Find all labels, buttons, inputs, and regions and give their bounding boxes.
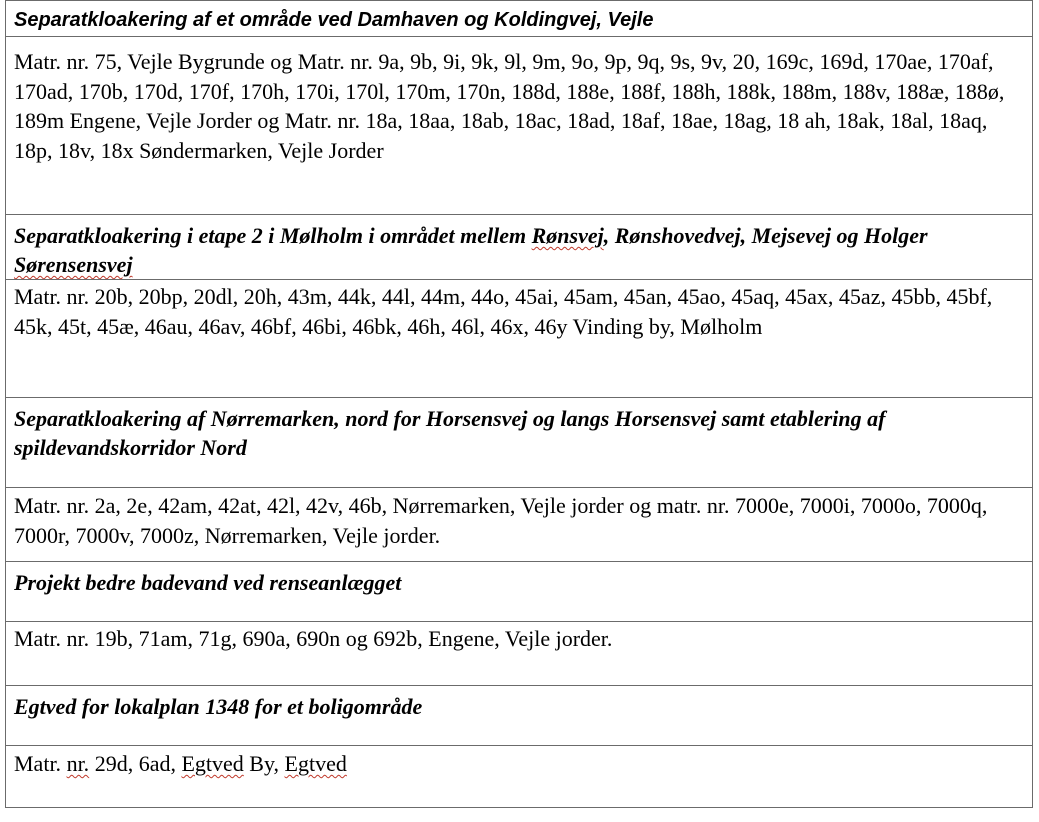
table-row [6, 746, 1033, 808]
text-part: 29d, 6ad, [89, 751, 182, 776]
section-text: Matr. nr. 20b, 20bp, 20dl, 20h, 43m, 44k, 44l, 44m, 44o, 45ai, 45am, 45an, 45ao, 45aq, 45ax, 45az, 45bb, 45bf, 45k, 45t, 45æ, 46au, 46av, 46bf, 46bi, 46bk, 46h, 46l, 46x, 46y Vinding by, Mølholm [6, 280, 1033, 398]
table-row [6, 215, 1033, 280]
table-row [6, 1, 1033, 37]
table-row [6, 37, 1033, 215]
spellcheck-word: Egtved [181, 751, 244, 776]
section-text [6, 746, 1033, 808]
spellcheck-word: Rønsvej [531, 223, 604, 248]
section-title: Egtved for lokalplan 1348 for et boligområde [6, 686, 1033, 746]
section-title: Separatkloakering af Nørremarken, nord for Horsensvej og langs Horsensvej samt etablering af spildevandskorridor Nord [6, 398, 1033, 488]
section-text: Matr. nr. 75, Vejle Bygrunde og Matr. nr. 9a, 9b, 9i, 9k, 9l, 9m, 9o, 9p, 9q, 9s, 9v, 20, 169c, 169d, 170ae, 170af, 170ad, 170b, 170d, 170f, 170h, 170i, 170l, 170m, 170n, 188d, 188e, 188f, 188h, 188k, 188m, 188v, 188æ, 188ø, 189m Engene, Vejle Jorder og Matr. nr. 18a, 18aa, 18ab, 18ac, 18ad, 18af, 18ae, 18ag, 18 ah, 18ak, 18al, 18aq, 18p, 18v, 18x Søndermarken, Vejle Jorder [6, 37, 1033, 215]
section-title [6, 215, 1033, 280]
title-part: , Rønshovedvej, Mejsevej og Holger [603, 223, 928, 248]
table-row [6, 488, 1033, 562]
text-part: By, [243, 751, 285, 776]
spellcheck-word: Egtved [284, 751, 347, 776]
section-title: Projekt bedre badevand ved renseanlægget [6, 562, 1033, 622]
section-text: Matr. nr. 2a, 2e, 42am, 42at, 42l, 42v, 46b, Nørremarken, Vejle jorder og matr. nr. 7000e, 7000i, 7000o, 7000q, 7000r, 7000v, 7000z, Nørremarken, Vejle jorder. [6, 488, 1033, 562]
spellcheck-word: Sørensensvej [14, 252, 133, 277]
title-part: Separatkloakering i etape 2 i Mølholm i området mellem [14, 223, 532, 248]
section-title: Separatkloakering af et område ved Damhaven og Koldingvej, Vejle [6, 1, 1033, 37]
table-row [6, 398, 1033, 488]
table-row [6, 562, 1033, 622]
table-row [6, 280, 1033, 398]
text-part: Matr. [14, 751, 67, 776]
table-row [6, 622, 1033, 686]
table-row [6, 686, 1033, 746]
document-table [5, 0, 1033, 808]
section-text: Matr. nr. 19b, 71am, 71g, 690a, 690n og 692b, Engene, Vejle jorder. [6, 622, 1033, 686]
spellcheck-word: nr. [66, 751, 90, 776]
